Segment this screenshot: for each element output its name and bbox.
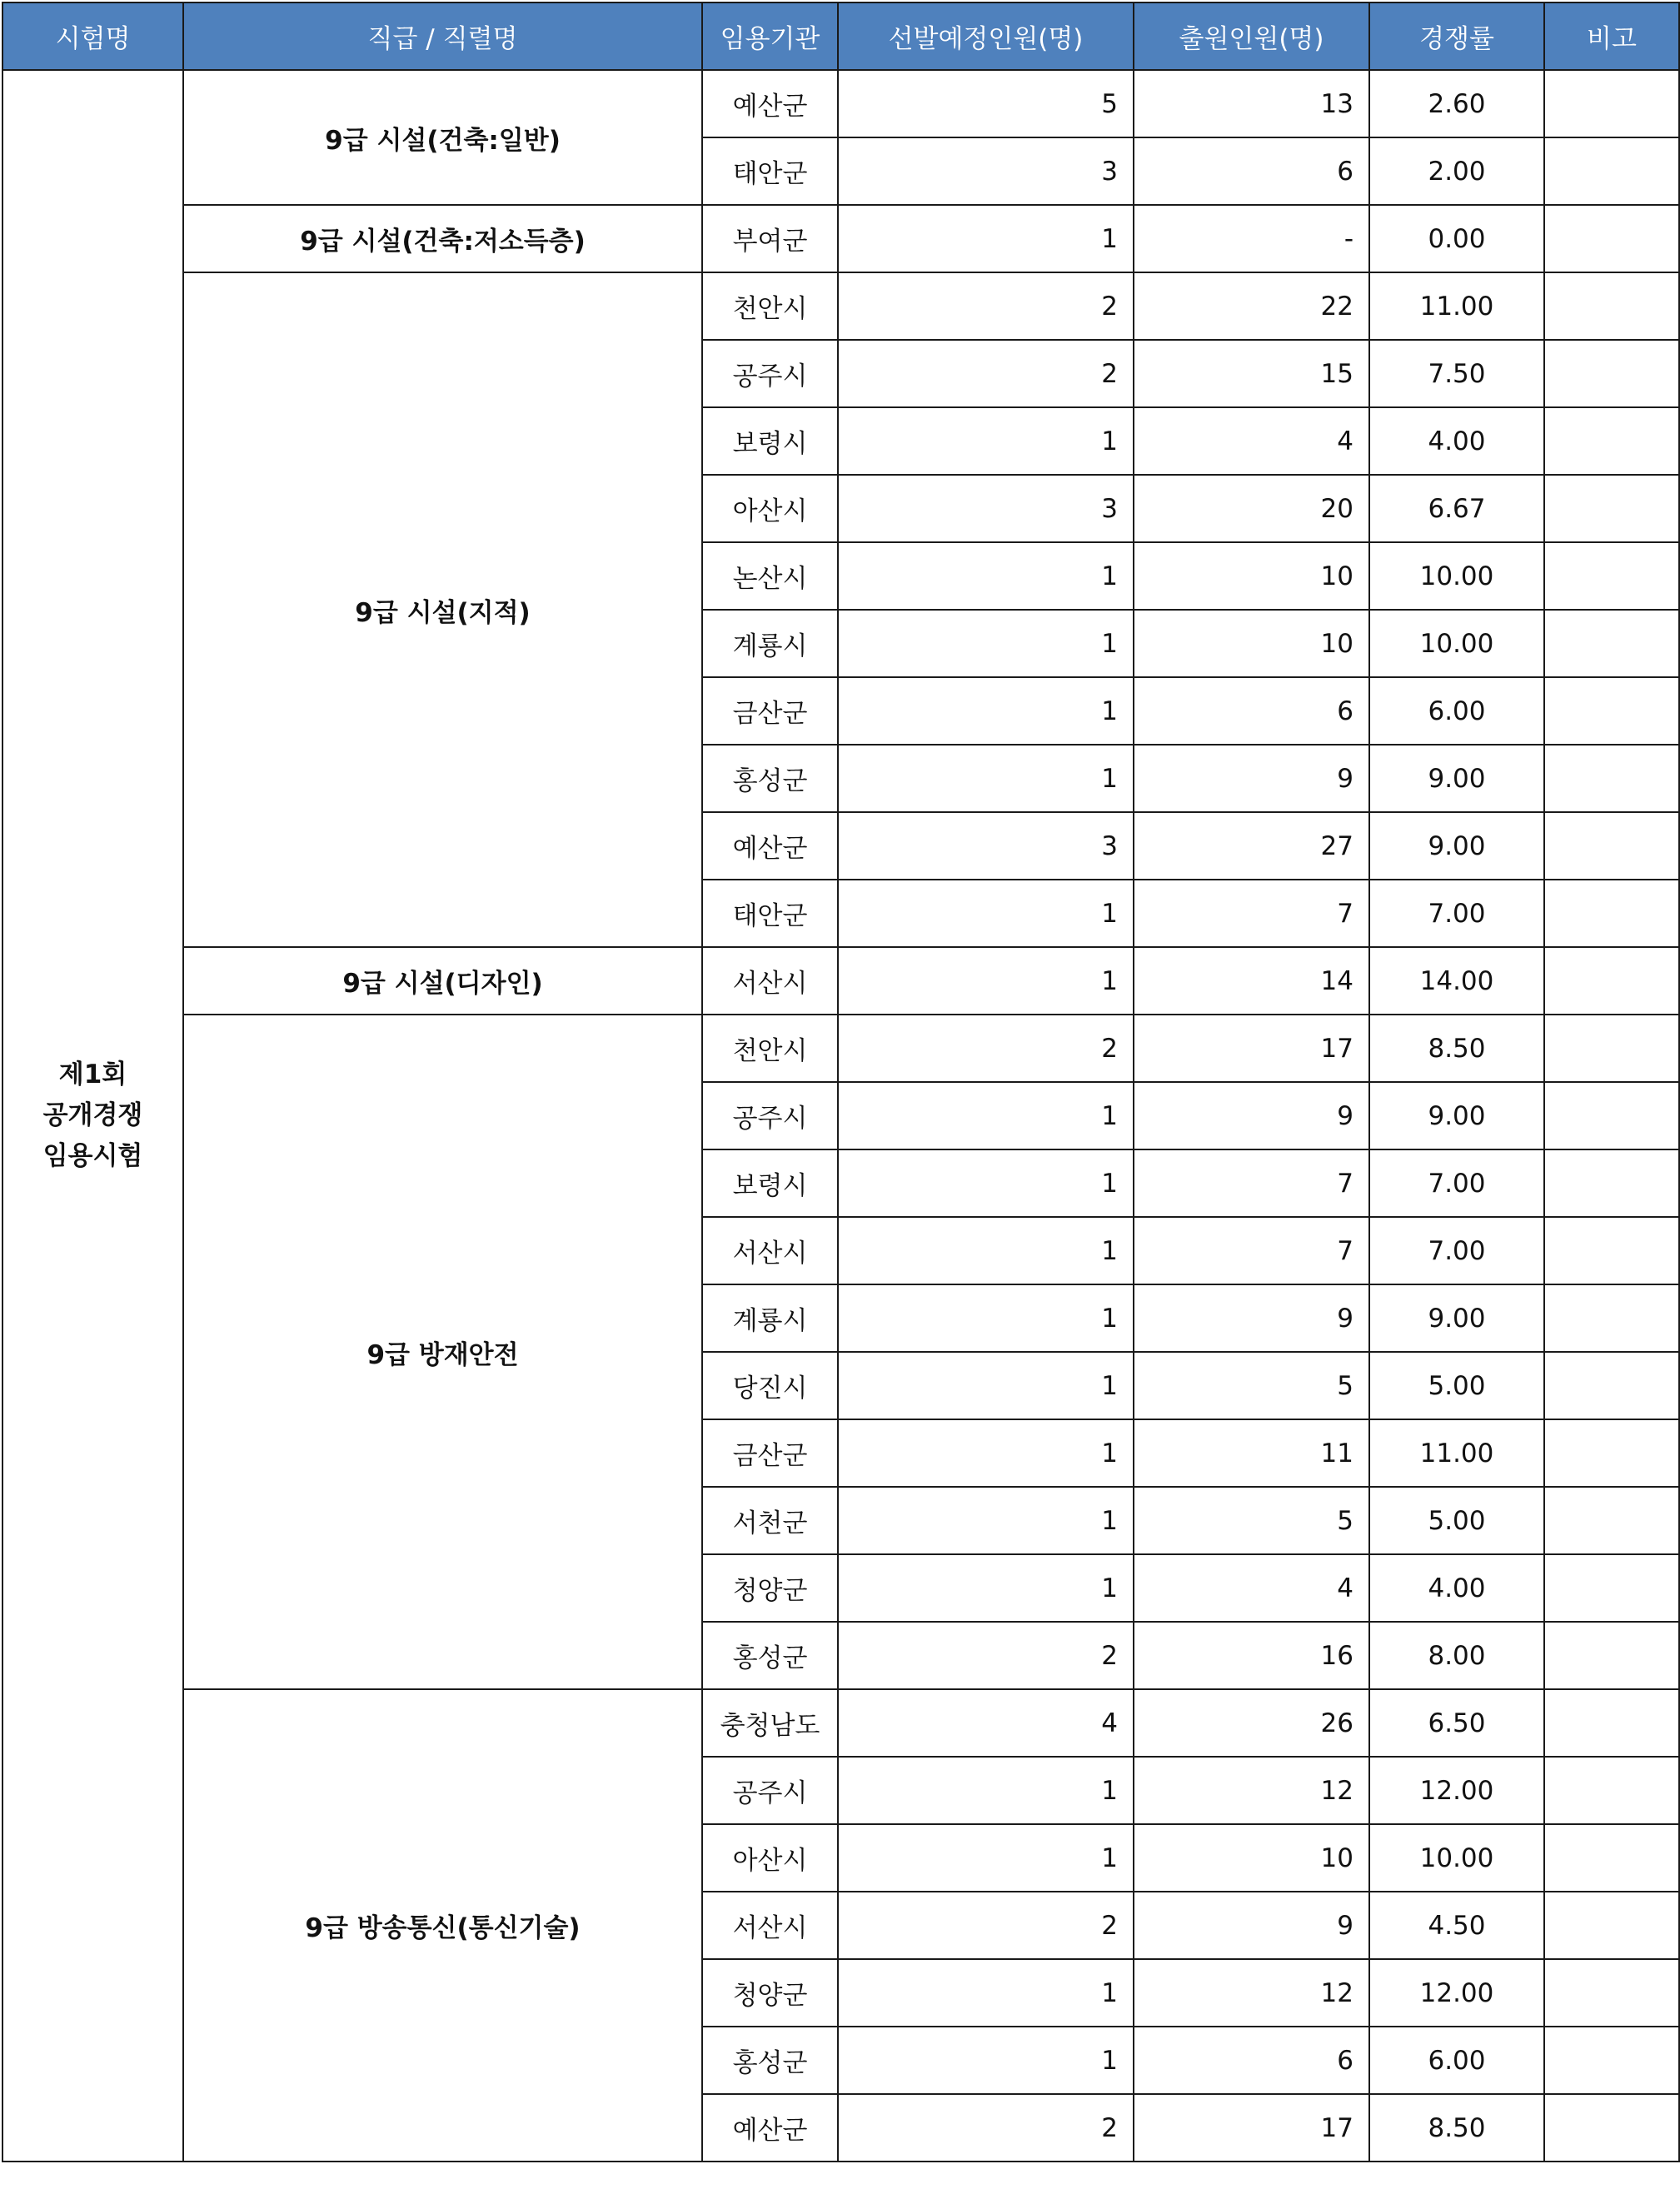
note-cell bbox=[1544, 880, 1679, 947]
rate-cell: 10.00 bbox=[1369, 1824, 1544, 1892]
note-cell bbox=[1544, 1959, 1679, 2027]
applicants-cell: 12 bbox=[1134, 1757, 1369, 1824]
header-agency: 임용기관 bbox=[702, 2, 838, 70]
agency-cell: 공주시 bbox=[702, 340, 838, 407]
rate-cell: 7.00 bbox=[1369, 880, 1544, 947]
planned-cell: 1 bbox=[838, 1082, 1134, 1149]
planned-cell: 1 bbox=[838, 407, 1134, 475]
agency-cell: 충청남도 bbox=[702, 1689, 838, 1757]
grade-cell: 9급 시설(건축:일반) bbox=[183, 70, 702, 205]
applicants-cell: 17 bbox=[1134, 1015, 1369, 1082]
table-row bbox=[2, 205, 1679, 272]
planned-cell: 1 bbox=[838, 1217, 1134, 1284]
planned-cell: 3 bbox=[838, 812, 1134, 880]
planned-cell: 2 bbox=[838, 1892, 1134, 1959]
table-row bbox=[2, 947, 1679, 1015]
planned-cell: 1 bbox=[838, 542, 1134, 610]
rate-cell: 7.50 bbox=[1369, 340, 1544, 407]
agency-cell: 서산시 bbox=[702, 1217, 838, 1284]
table-row bbox=[2, 70, 1679, 137]
grade-cell: 9급 방재안전 bbox=[183, 1015, 702, 1689]
applicants-cell: - bbox=[1134, 205, 1369, 272]
applicants-cell: 27 bbox=[1134, 812, 1369, 880]
rate-cell: 4.50 bbox=[1369, 1892, 1544, 1959]
planned-cell: 1 bbox=[838, 677, 1134, 745]
note-cell bbox=[1544, 1689, 1679, 1757]
applicants-cell: 6 bbox=[1134, 677, 1369, 745]
agency-cell: 태안군 bbox=[702, 137, 838, 205]
rate-cell: 9.00 bbox=[1369, 745, 1544, 812]
rate-cell: 9.00 bbox=[1369, 1284, 1544, 1352]
agency-cell: 당진시 bbox=[702, 1352, 838, 1419]
planned-cell: 1 bbox=[838, 1149, 1134, 1217]
note-cell bbox=[1544, 272, 1679, 340]
applicants-cell: 7 bbox=[1134, 1149, 1369, 1217]
note-cell bbox=[1544, 947, 1679, 1015]
planned-cell: 1 bbox=[838, 947, 1134, 1015]
rate-cell: 7.00 bbox=[1369, 1217, 1544, 1284]
applicants-cell: 13 bbox=[1134, 70, 1369, 137]
agency-cell: 예산군 bbox=[702, 812, 838, 880]
rate-cell: 11.00 bbox=[1369, 1419, 1544, 1487]
applicants-cell: 9 bbox=[1134, 1082, 1369, 1149]
planned-cell: 1 bbox=[838, 1757, 1134, 1824]
note-cell bbox=[1544, 1217, 1679, 1284]
applicants-cell: 5 bbox=[1134, 1487, 1369, 1554]
rate-cell: 4.00 bbox=[1369, 407, 1544, 475]
agency-cell: 논산시 bbox=[702, 542, 838, 610]
applicants-cell: 17 bbox=[1134, 2094, 1369, 2162]
agency-cell: 보령시 bbox=[702, 1149, 838, 1217]
rate-cell: 12.00 bbox=[1369, 1959, 1544, 2027]
rate-cell: 5.00 bbox=[1369, 1352, 1544, 1419]
header-rate: 경쟁률 bbox=[1369, 2, 1544, 70]
applicants-cell: 7 bbox=[1134, 1217, 1369, 1284]
planned-cell: 3 bbox=[838, 137, 1134, 205]
header-planned: 선발예정인원(명) bbox=[838, 2, 1134, 70]
planned-cell: 1 bbox=[838, 1487, 1134, 1554]
agency-cell: 서천군 bbox=[702, 1487, 838, 1554]
applicants-cell: 20 bbox=[1134, 475, 1369, 542]
rate-cell: 11.00 bbox=[1369, 272, 1544, 340]
agency-cell: 보령시 bbox=[702, 407, 838, 475]
applicants-cell: 9 bbox=[1134, 1892, 1369, 1959]
exam-name-line: 제1회 bbox=[58, 1060, 127, 1090]
applicants-cell: 4 bbox=[1134, 407, 1369, 475]
note-cell bbox=[1544, 1284, 1679, 1352]
header-row bbox=[2, 2, 1679, 70]
agency-cell: 예산군 bbox=[702, 70, 838, 137]
note-cell bbox=[1544, 812, 1679, 880]
planned-cell: 1 bbox=[838, 2027, 1134, 2094]
planned-cell: 1 bbox=[838, 610, 1134, 677]
rate-cell: 10.00 bbox=[1369, 542, 1544, 610]
note-cell bbox=[1544, 205, 1679, 272]
applicants-cell: 11 bbox=[1134, 1419, 1369, 1487]
grade-cell: 9급 시설(디자인) bbox=[183, 947, 702, 1015]
applicants-cell: 4 bbox=[1134, 1554, 1369, 1622]
note-cell bbox=[1544, 1892, 1679, 1959]
note-cell bbox=[1544, 677, 1679, 745]
applicants-cell: 5 bbox=[1134, 1352, 1369, 1419]
planned-cell: 1 bbox=[838, 1419, 1134, 1487]
exam-name-cell bbox=[2, 70, 183, 2162]
note-cell bbox=[1544, 745, 1679, 812]
grade-cell: 9급 방송통신(통신기술) bbox=[183, 1689, 702, 2162]
note-cell bbox=[1544, 340, 1679, 407]
planned-cell: 5 bbox=[838, 70, 1134, 137]
recruitment-table bbox=[2, 2, 1680, 2162]
planned-cell: 1 bbox=[838, 1824, 1134, 1892]
note-cell bbox=[1544, 1622, 1679, 1689]
planned-cell: 2 bbox=[838, 340, 1134, 407]
header-note: 비고 bbox=[1544, 2, 1679, 70]
rate-cell: 5.00 bbox=[1369, 1487, 1544, 1554]
planned-cell: 1 bbox=[838, 745, 1134, 812]
rate-cell: 4.00 bbox=[1369, 1554, 1544, 1622]
note-cell bbox=[1544, 542, 1679, 610]
agency-cell: 아산시 bbox=[702, 1824, 838, 1892]
note-cell bbox=[1544, 610, 1679, 677]
agency-cell: 서산시 bbox=[702, 1892, 838, 1959]
rate-cell: 7.00 bbox=[1369, 1149, 1544, 1217]
exam-name-line: 공개경쟁 bbox=[42, 1100, 143, 1130]
note-cell bbox=[1544, 1824, 1679, 1892]
agency-cell: 청양군 bbox=[702, 1959, 838, 2027]
note-cell bbox=[1544, 137, 1679, 205]
applicants-cell: 9 bbox=[1134, 745, 1369, 812]
agency-cell: 청양군 bbox=[702, 1554, 838, 1622]
planned-cell: 2 bbox=[838, 1622, 1134, 1689]
applicants-cell: 6 bbox=[1134, 137, 1369, 205]
rate-cell: 2.00 bbox=[1369, 137, 1544, 205]
note-cell bbox=[1544, 1419, 1679, 1487]
rate-cell: 12.00 bbox=[1369, 1757, 1544, 1824]
header-applicants: 출원인원(명) bbox=[1134, 2, 1369, 70]
agency-cell: 금산군 bbox=[702, 1419, 838, 1487]
planned-cell: 3 bbox=[838, 475, 1134, 542]
rate-cell: 9.00 bbox=[1369, 812, 1544, 880]
table-row bbox=[2, 272, 1679, 340]
note-cell bbox=[1544, 1015, 1679, 1082]
agency-cell: 서산시 bbox=[702, 947, 838, 1015]
table-row bbox=[2, 1689, 1679, 1757]
note-cell bbox=[1544, 475, 1679, 542]
note-cell bbox=[1544, 2094, 1679, 2162]
rate-cell: 6.00 bbox=[1369, 677, 1544, 745]
exam-name-line: 임용시험 bbox=[42, 1141, 143, 1171]
rate-cell: 8.50 bbox=[1369, 2094, 1544, 2162]
note-cell bbox=[1544, 70, 1679, 137]
note-cell bbox=[1544, 407, 1679, 475]
rate-cell: 6.50 bbox=[1369, 1689, 1544, 1757]
applicants-cell: 10 bbox=[1134, 542, 1369, 610]
rate-cell: 9.00 bbox=[1369, 1082, 1544, 1149]
agency-cell: 홍성군 bbox=[702, 1622, 838, 1689]
agency-cell: 계룡시 bbox=[702, 1284, 838, 1352]
planned-cell: 2 bbox=[838, 272, 1134, 340]
agency-cell: 공주시 bbox=[702, 1082, 838, 1149]
planned-cell: 1 bbox=[838, 1554, 1134, 1622]
note-cell bbox=[1544, 1082, 1679, 1149]
applicants-cell: 26 bbox=[1134, 1689, 1369, 1757]
agency-cell: 공주시 bbox=[702, 1757, 838, 1824]
rate-cell: 6.00 bbox=[1369, 2027, 1544, 2094]
planned-cell: 2 bbox=[838, 1015, 1134, 1082]
planned-cell: 1 bbox=[838, 1352, 1134, 1419]
agency-cell: 태안군 bbox=[702, 880, 838, 947]
planned-cell: 1 bbox=[838, 205, 1134, 272]
applicants-cell: 6 bbox=[1134, 2027, 1369, 2094]
applicants-cell: 14 bbox=[1134, 947, 1369, 1015]
rate-cell: 10.00 bbox=[1369, 610, 1544, 677]
applicants-cell: 9 bbox=[1134, 1284, 1369, 1352]
planned-cell: 1 bbox=[838, 880, 1134, 947]
applicants-cell: 10 bbox=[1134, 1824, 1369, 1892]
rate-cell: 6.67 bbox=[1369, 475, 1544, 542]
agency-cell: 아산시 bbox=[702, 475, 838, 542]
planned-cell: 1 bbox=[838, 1284, 1134, 1352]
agency-cell: 홍성군 bbox=[702, 2027, 838, 2094]
grade-cell: 9급 시설(지적) bbox=[183, 272, 702, 947]
note-cell bbox=[1544, 1487, 1679, 1554]
applicants-cell: 22 bbox=[1134, 272, 1369, 340]
table-body bbox=[2, 70, 1679, 2162]
applicants-cell: 10 bbox=[1134, 610, 1369, 677]
applicants-cell: 16 bbox=[1134, 1622, 1369, 1689]
note-cell bbox=[1544, 1757, 1679, 1824]
agency-cell: 금산군 bbox=[702, 677, 838, 745]
header-exam-name: 시험명 bbox=[2, 2, 183, 70]
rate-cell: 14.00 bbox=[1369, 947, 1544, 1015]
planned-cell: 1 bbox=[838, 1959, 1134, 2027]
agency-cell: 계룡시 bbox=[702, 610, 838, 677]
table-row bbox=[2, 1015, 1679, 1082]
agency-cell: 부여군 bbox=[702, 205, 838, 272]
applicants-cell: 7 bbox=[1134, 880, 1369, 947]
grade-cell: 9급 시설(건축:저소득층) bbox=[183, 205, 702, 272]
agency-cell: 예산군 bbox=[702, 2094, 838, 2162]
applicants-cell: 15 bbox=[1134, 340, 1369, 407]
planned-cell: 2 bbox=[838, 2094, 1134, 2162]
agency-cell: 천안시 bbox=[702, 1015, 838, 1082]
note-cell bbox=[1544, 1554, 1679, 1622]
applicants-cell: 12 bbox=[1134, 1959, 1369, 2027]
note-cell bbox=[1544, 1352, 1679, 1419]
note-cell bbox=[1544, 1149, 1679, 1217]
note-cell bbox=[1544, 2027, 1679, 2094]
rate-cell: 2.60 bbox=[1369, 70, 1544, 137]
agency-cell: 홍성군 bbox=[702, 745, 838, 812]
rate-cell: 0.00 bbox=[1369, 205, 1544, 272]
agency-cell: 천안시 bbox=[702, 272, 838, 340]
header-grade: 직급 / 직렬명 bbox=[183, 2, 702, 70]
planned-cell: 4 bbox=[838, 1689, 1134, 1757]
rate-cell: 8.50 bbox=[1369, 1015, 1544, 1082]
rate-cell: 8.00 bbox=[1369, 1622, 1544, 1689]
